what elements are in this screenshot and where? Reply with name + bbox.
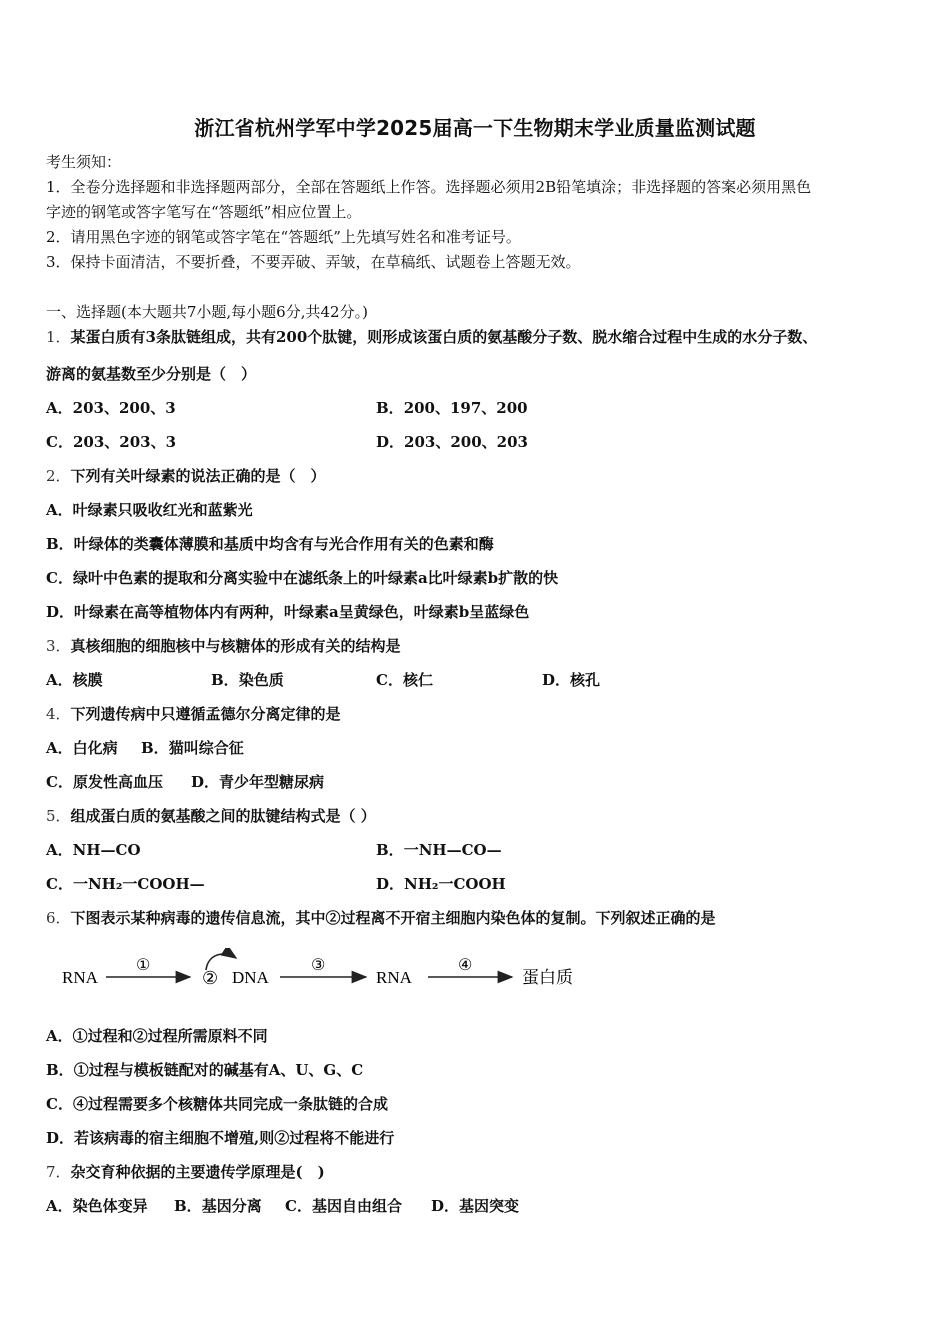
q6-option-a[interactable]: A．①过程和②过程所需原料不同 — [46, 1027, 268, 1045]
protein-label: 蛋白质 — [522, 968, 573, 987]
q1-option-c[interactable]: C．203、203、3 — [46, 433, 177, 451]
question-1 — [46, 327, 817, 347]
q7-option-b[interactable]: B．基因分离 — [174, 1197, 262, 1215]
q3-option-a[interactable]: A．核膜 — [46, 671, 103, 689]
notice-item-3: 3．保持卡面清洁，不要折叠，不要弄破、弄皱，在草稿纸、试题卷上答题无效。 — [46, 253, 581, 271]
page-title: 浙江省杭州学军中学2025届高一下生物期末学业质量监测试题 — [194, 116, 756, 140]
q7-option-d[interactable]: D．基因突变 — [431, 1197, 520, 1215]
question-5: 5．组成蛋白质的氨基酸之间的肽键结构式是（ ） — [46, 807, 376, 825]
question-4: 4．下列遗传病中只遵循孟德尔分离定律的是 — [46, 705, 341, 723]
question-6: 6．下图表示某种病毒的遗传信息流，其中②过程离不开宿主细胞内染色体的复制。下列叙述正确的是 — [46, 909, 716, 927]
notice-item-2: 2．请用黑色字迹的钢笔或答字笔在“答题纸”上先填写姓名和准考证号。 — [46, 228, 521, 246]
q6-option-d[interactable]: D．若该病毒的宿主细胞不增殖,则②过程将不能进行 — [46, 1129, 395, 1147]
step-1-label: ① — [136, 957, 151, 974]
q7-option-c[interactable]: C．基因自由组合 — [285, 1197, 402, 1215]
q4-option-d[interactable]: D．青少年型糖尿病 — [191, 773, 325, 791]
q3-option-c[interactable]: C．核仁 — [376, 671, 433, 689]
q6-option-c[interactable]: C．④过程需要多个核糖体共同完成一条肽链的合成 — [46, 1095, 388, 1113]
step-3-label: ③ — [311, 957, 326, 974]
notice-item-1: 1．全卷分选择题和非选择题两部分，全部在答题纸上作答。选择题必须用2B铅笔填涂；非选择题的答案必须用黑色 — [46, 178, 812, 196]
q5-option-a[interactable]: A．NH—CO — [46, 841, 141, 859]
q1-option-d[interactable]: D．203、200、203 — [376, 433, 528, 451]
q5-option-b[interactable]: B．一NH—CO— — [376, 841, 502, 859]
q1-option-b[interactable]: B．200、197、200 — [376, 399, 528, 417]
q1-option-a[interactable]: A．203、200、3 — [46, 399, 176, 417]
question-2: 2．下列有关叶绿素的说法正确的是（ ） — [46, 467, 326, 485]
q6-option-b[interactable]: B．①过程与模板链配对的碱基有A、U、G、C — [46, 1061, 364, 1079]
step-4-label: ④ — [458, 957, 473, 974]
rna-label-2: RNA — [376, 968, 412, 987]
step-2-label: ② — [202, 968, 219, 988]
q2-option-b[interactable]: B．叶绿体的类囊体薄膜和基质中均含有与光合作用有关的色素和酶 — [46, 535, 494, 553]
q2-option-c[interactable]: C．绿叶中色素的提取和分离实验中在滤纸条上的叶绿素a比叶绿素b扩散的快 — [46, 569, 559, 587]
q2-option-a[interactable]: A．叶绿素只吸收红光和蓝紫光 — [46, 501, 253, 519]
q4-option-a[interactable]: A．白化病 — [46, 739, 118, 757]
question-7: 7．杂交育种依据的主要遗传学原理是( ) — [46, 1163, 325, 1181]
section-heading: 一、选择题(本大题共7小题,每小题6分,共42分。) — [46, 303, 368, 321]
question-number: 1． — [46, 328, 71, 346]
q3-option-d[interactable]: D．核孔 — [542, 671, 601, 689]
notice-item-1-cont: 字迹的钢笔或答字笔写在“答题纸”相应位置上。 — [46, 203, 362, 221]
q5-option-d[interactable]: D．NH₂一COOH — [376, 875, 506, 893]
q7-option-a[interactable]: A．染色体变异 — [46, 1197, 148, 1215]
info-flow-diagram — [56, 948, 596, 1008]
q5-option-c[interactable]: C．一NH₂一COOH— — [46, 875, 205, 893]
question-1-stem-cont: 游离的氨基数至少分别是（ ） — [46, 365, 257, 383]
question-3: 3．真核细胞的细胞核中与核糖体的形成有关的结构是 — [46, 637, 401, 655]
rna-label-1: RNA — [62, 968, 98, 987]
question-stem: 某蛋白质有3条肽链组成，共有200个肽键，则形成该蛋白质的氨基酸分子数、脱水缩合过程中生成的水分子数、 — [70, 328, 818, 346]
dna-label: DNA — [232, 968, 269, 987]
q4-option-b[interactable]: B．猫叫综合征 — [141, 739, 244, 757]
q4-option-c[interactable]: C．原发性高血压 — [46, 773, 163, 791]
notice-heading: 考生须知： — [46, 153, 122, 171]
q2-option-d[interactable]: D．叶绿素在高等植物体内有两种，叶绿素a呈黄绿色，叶绿素b呈蓝绿色 — [46, 603, 530, 621]
q3-option-b[interactable]: B．染色质 — [211, 671, 284, 689]
